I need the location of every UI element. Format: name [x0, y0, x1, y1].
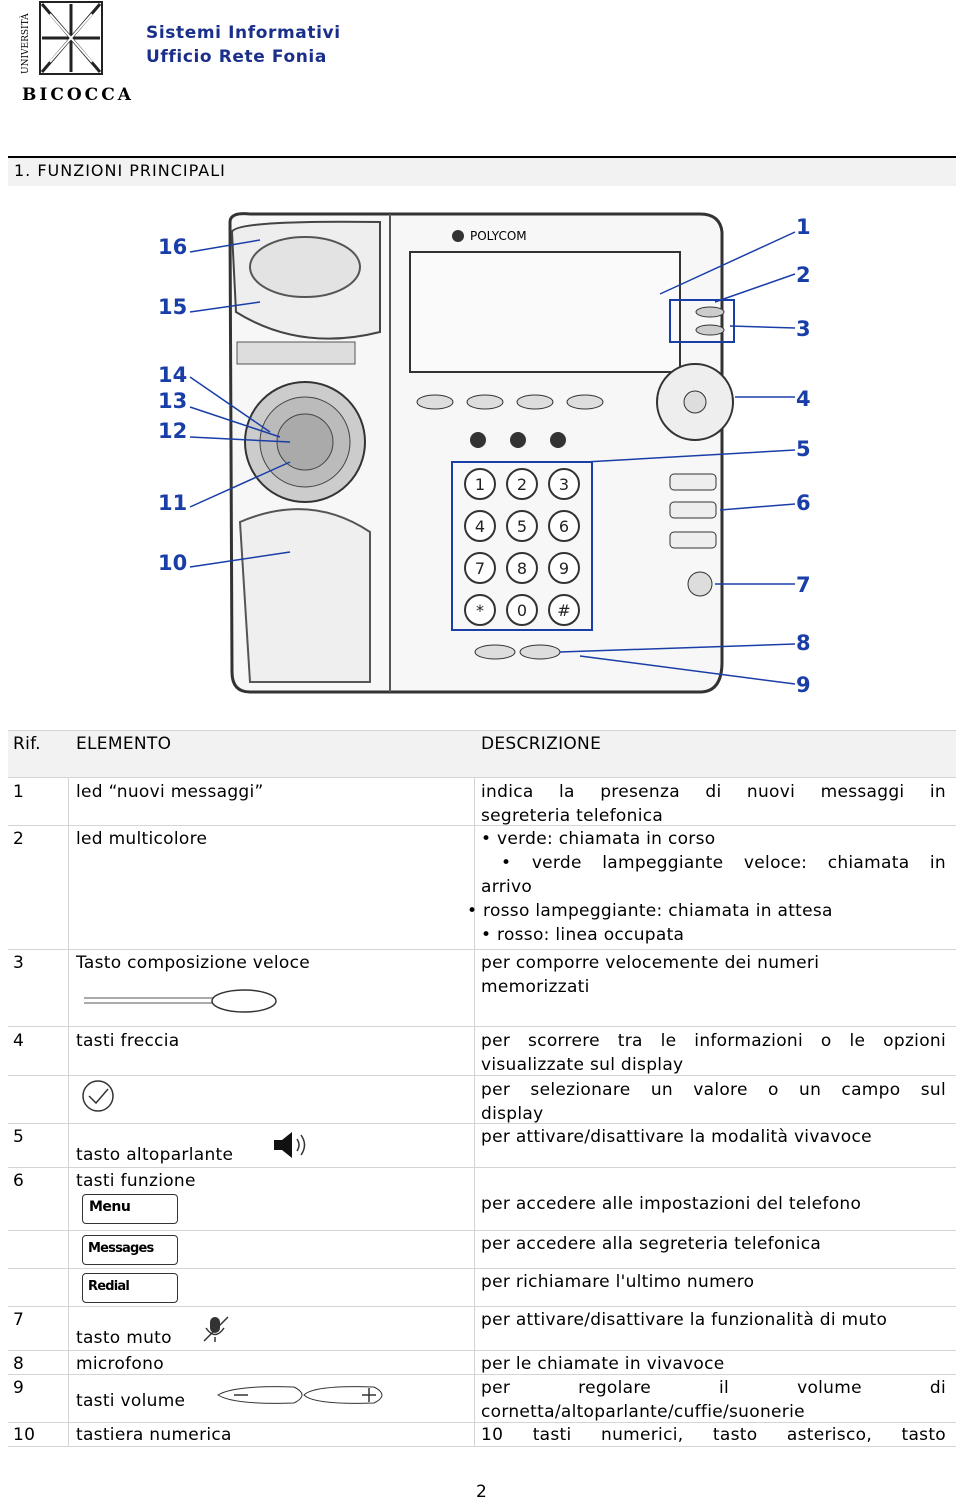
section-title: 1. FUNZIONI PRINCIPALI [14, 161, 226, 180]
table-row [8, 1306, 956, 1351]
row-element: tasti freccia [76, 1031, 180, 1051]
keypad-key-label: 4 [474, 517, 486, 536]
callout-number: 10 [158, 551, 188, 575]
row-desc-1: per selezionare un valore o un campo sul [481, 1080, 946, 1100]
keypad-key-label: 3 [558, 475, 570, 494]
row-num: 6 [13, 1171, 25, 1191]
table-row [8, 1268, 956, 1307]
redial-key-label: Redial [88, 1279, 130, 1294]
header-element: ELEMENTO [76, 734, 172, 754]
row-element: tasto muto [76, 1328, 172, 1348]
bullet-red: • rosso: linea occupata [481, 925, 685, 945]
row-desc-1: per comporre velocemente dei numeri [481, 953, 820, 973]
keypad-key-label: 0 [516, 601, 528, 620]
row-num: 3 [13, 953, 25, 973]
table-row [8, 1123, 956, 1168]
row-desc-1: per attivare/disattivare la funzionalità di muto [481, 1310, 888, 1330]
callout-number: 16 [158, 235, 188, 259]
row-num: 10 [13, 1425, 36, 1445]
volume-keys-icon [214, 1381, 394, 1409]
table-row [8, 949, 956, 1026]
select-check-icon [80, 1080, 116, 1112]
keypad-key-label: 1 [474, 475, 486, 494]
row-num: 2 [13, 829, 25, 849]
keypad-key-label: # [557, 601, 571, 620]
keypad-key-label: 2 [516, 475, 528, 494]
table-row [8, 1075, 956, 1124]
row-num: 1 [13, 782, 25, 802]
header-ref: Rif. [13, 734, 41, 754]
callout-number: 13 [158, 389, 188, 413]
table-row [8, 1422, 956, 1447]
row-desc-1: 10 tasti numerici, tasto asterisco, tasto [481, 1425, 946, 1445]
row-desc-1: per richiamare l'ultimo numero [481, 1272, 755, 1292]
table-row [8, 1350, 956, 1375]
table-header-row [8, 730, 956, 777]
row-desc-2: cornetta/altoparlante/cuffie/suonerie [481, 1402, 805, 1422]
table-row [8, 825, 956, 950]
keypad-key-label: 9 [558, 559, 570, 578]
speed-dial-key-icon [84, 988, 284, 1016]
row-element: tastiera numerica [76, 1425, 232, 1445]
row-desc-2: display [481, 1104, 544, 1124]
svg-text:UNIVERSITÀ: UNIVERSITÀ [21, 13, 31, 74]
table-row [8, 1230, 956, 1269]
row-desc-2: memorizzati [481, 977, 590, 997]
header-office: Ufficio Rete Fonia [146, 47, 327, 67]
callout-number: 1 [796, 215, 811, 239]
row-desc-1: indica la presenza di nuovi messaggi in [481, 782, 946, 802]
bullet-green-blinking-cont: arrivo [481, 877, 533, 897]
redial-key-icon [82, 1273, 178, 1303]
row-num: 9 [13, 1378, 25, 1398]
messages-key-label: Messages [88, 1241, 154, 1256]
callout-number: 3 [796, 317, 811, 341]
row-num: 8 [13, 1354, 25, 1374]
page-number: 2 [476, 1482, 487, 1502]
keypad-key-label: 5 [516, 517, 528, 536]
row-desc-1: per attivare/disattivare la modalità vivavoce [481, 1127, 872, 1147]
svg-text:BICOCCA: BICOCCA [22, 85, 134, 105]
menu-key-label: Menu [89, 1199, 131, 1215]
menu-key-icon [82, 1194, 178, 1224]
bullet-red-blinking: • rosso lampeggiante: chiamata in attesa [467, 901, 833, 921]
callout-number: 11 [158, 491, 188, 515]
bullet-green-blinking: • verde lampeggiante veloce: chiamata in [501, 853, 946, 873]
header-department: Sistemi Informativi [146, 23, 341, 43]
row-element: tasti volume [76, 1391, 186, 1411]
functions-table [8, 730, 956, 1446]
row-element: tasti funzione [76, 1171, 196, 1191]
row-desc-1: per accedere alle impostazioni del telefono [481, 1194, 862, 1214]
row-desc-1: per le chiamate in vivavoce [481, 1354, 725, 1374]
row-element: led multicolore [76, 829, 208, 849]
table-row [8, 1374, 956, 1423]
row-desc-2: visualizzate sul display [481, 1055, 684, 1075]
callout-number: 15 [158, 295, 188, 319]
row-num: 5 [13, 1127, 25, 1147]
callout-number: 9 [796, 673, 811, 697]
row-element: tasto altoparlante [76, 1145, 234, 1165]
keypad-key-label: 7 [474, 559, 486, 578]
table-row [8, 777, 956, 826]
row-desc-1: per accedere alla segreteria telefonica [481, 1234, 822, 1254]
messages-key-icon [82, 1235, 178, 1265]
brand-label: POLYCOM [470, 229, 527, 243]
row-desc-1: per regolare il volume di [481, 1378, 946, 1398]
university-logo [20, 0, 134, 105]
table-row [8, 1026, 956, 1075]
row-element: led “nuovi messaggi” [76, 782, 264, 802]
speaker-icon [270, 1129, 314, 1161]
table-row [8, 1167, 956, 1192]
row-element: Tasto composizione veloce [76, 953, 311, 973]
row-num: 4 [13, 1031, 25, 1051]
callout-number: 12 [158, 419, 188, 443]
callout-number: 4 [796, 387, 811, 411]
keypad-key-label: * [476, 601, 484, 620]
row-num: 7 [13, 1310, 25, 1330]
bullet-green: • verde: chiamata in corso [481, 829, 716, 849]
mute-microphone-icon [196, 1313, 236, 1345]
callout-number: 2 [796, 263, 811, 287]
header-description: DESCRIZIONE [481, 734, 602, 754]
phone-diagram [140, 192, 820, 712]
keypad-key-label: 8 [516, 559, 528, 578]
row-element: microfono [76, 1354, 164, 1374]
section-heading [8, 156, 956, 186]
callout-number: 5 [796, 437, 811, 461]
callout-number: 8 [796, 631, 811, 655]
table-row [8, 1191, 956, 1229]
callout-number: 7 [796, 573, 811, 597]
row-desc-2: segreteria telefonica [481, 806, 664, 826]
keypad-key-label: 6 [558, 517, 570, 536]
row-desc-1: per scorrere tra le informazioni o le opzioni [481, 1031, 946, 1051]
callout-number: 14 [158, 363, 188, 387]
callout-number: 6 [796, 491, 811, 515]
